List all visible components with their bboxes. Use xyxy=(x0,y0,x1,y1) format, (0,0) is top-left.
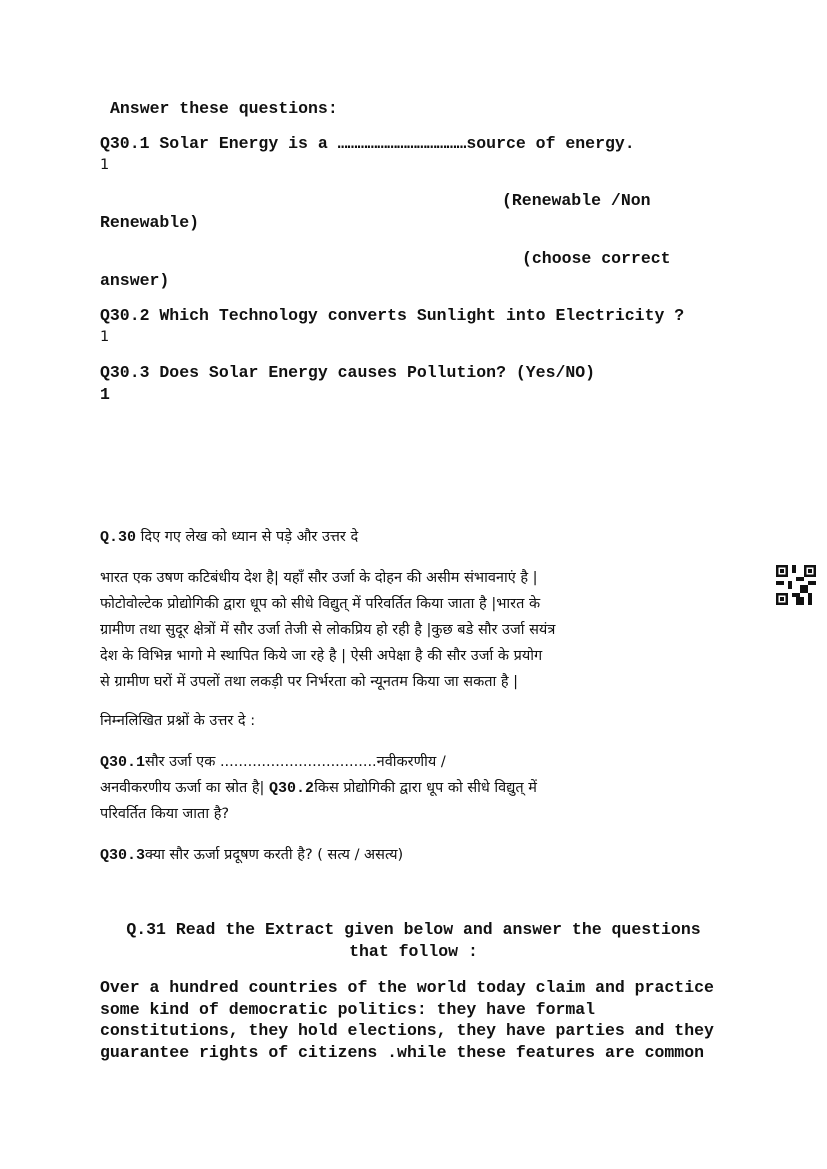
hindi-q2-cont: परिवर्तित किया जाता है? xyxy=(100,806,230,822)
extract-line: guarantee rights of citizens .while these features are common xyxy=(100,1043,704,1062)
question-30-1: Q30.1 Solar Energy is a …………………………………source of energy. xyxy=(100,134,635,153)
marks: 1 xyxy=(100,385,110,404)
q-label: Q30.1 xyxy=(100,754,146,771)
options: (Renewable /Non xyxy=(502,191,651,210)
q-label: Q30.3 xyxy=(100,847,146,864)
paragraph-line: फोटोवोल्टेक प्रोद्योगिकी द्वारा धूप को सीधे विद्युत् में परिवर्तित किया जाता है |भारत के xyxy=(100,596,541,612)
qr-code-icon xyxy=(776,565,816,605)
question-30-2: Q30.2 Which Technology converts Sunlight into Electricity ? xyxy=(100,306,685,325)
paragraph-line: ग्रामीण तथा सुदूर क्षेत्रों में सौर उर्जा तेजी से लोकप्रिय हो रही है |कुछ बडे सौर उर्जा सयंत्र xyxy=(100,622,556,638)
paragraph-line: भारत एक उषण कटिबंधीय देश है| यहाँ सौर उर्जा के दोहन की असीम संभावनाएं है | xyxy=(100,570,538,586)
instruction: (choose correct xyxy=(522,249,671,268)
q-text: किस प्रोद्योगिकी द्वारा धूप को सीधे विद्युत् में xyxy=(314,780,537,796)
paragraph-line: से ग्रामीण घरों में उपलों तथा लकड़ी पर निर्भरता को न्यूनतम किया जा सकता है | xyxy=(100,674,519,690)
section-heading: Answer these questions: xyxy=(110,99,338,118)
paragraph-line: देश के विभिन्न भागो मे स्थापित किये जा रहे है | ऐसी अपेक्षा है की सौर उर्जा के प्रयोग xyxy=(100,648,543,664)
q31-heading: Q.31 Read the Extract given below and answer the questions xyxy=(126,920,701,939)
extract-line: constitutions, they hold elections, they have parties and they xyxy=(100,1021,714,1040)
question-30-3: Q30.3 Does Solar Energy causes Pollution? (Yes/NO) xyxy=(100,363,596,382)
hindi-q3 xyxy=(100,848,403,863)
q-text: क्या सौर ऊर्जा प्रदूषण करती है? ( सत्य / असत्य) xyxy=(145,847,404,863)
options-cont: Renewable) xyxy=(100,213,200,232)
instruction: निम्नलिखित प्रश्नों के उत्तर दे : xyxy=(100,713,256,729)
instruction-cont: answer) xyxy=(100,271,170,290)
extract-line: some kind of democratic politics: they have formal xyxy=(100,1000,596,1019)
q-label: Q30.2 xyxy=(269,780,315,797)
hindi-q1 xyxy=(100,755,446,770)
hindi-q1-q2 xyxy=(100,781,537,796)
hindi-question-heading xyxy=(100,530,358,545)
question-label: Q.30 xyxy=(100,529,137,546)
question-text: दिए गए लेख को ध्यान से पड़े और उत्तर दे xyxy=(136,529,359,545)
q-text: सौर उर्जा एक ..................................नवीकरणीय / xyxy=(145,754,446,770)
marks: 1 xyxy=(100,329,110,345)
marks: 1 xyxy=(100,157,110,173)
q-text: अनवीकरणीय ऊर्जा का स्रोत है| xyxy=(100,780,265,796)
extract-line: Over a hundred countries of the world today claim and practice xyxy=(100,978,714,997)
q31-heading-cont: that follow : xyxy=(349,942,478,961)
